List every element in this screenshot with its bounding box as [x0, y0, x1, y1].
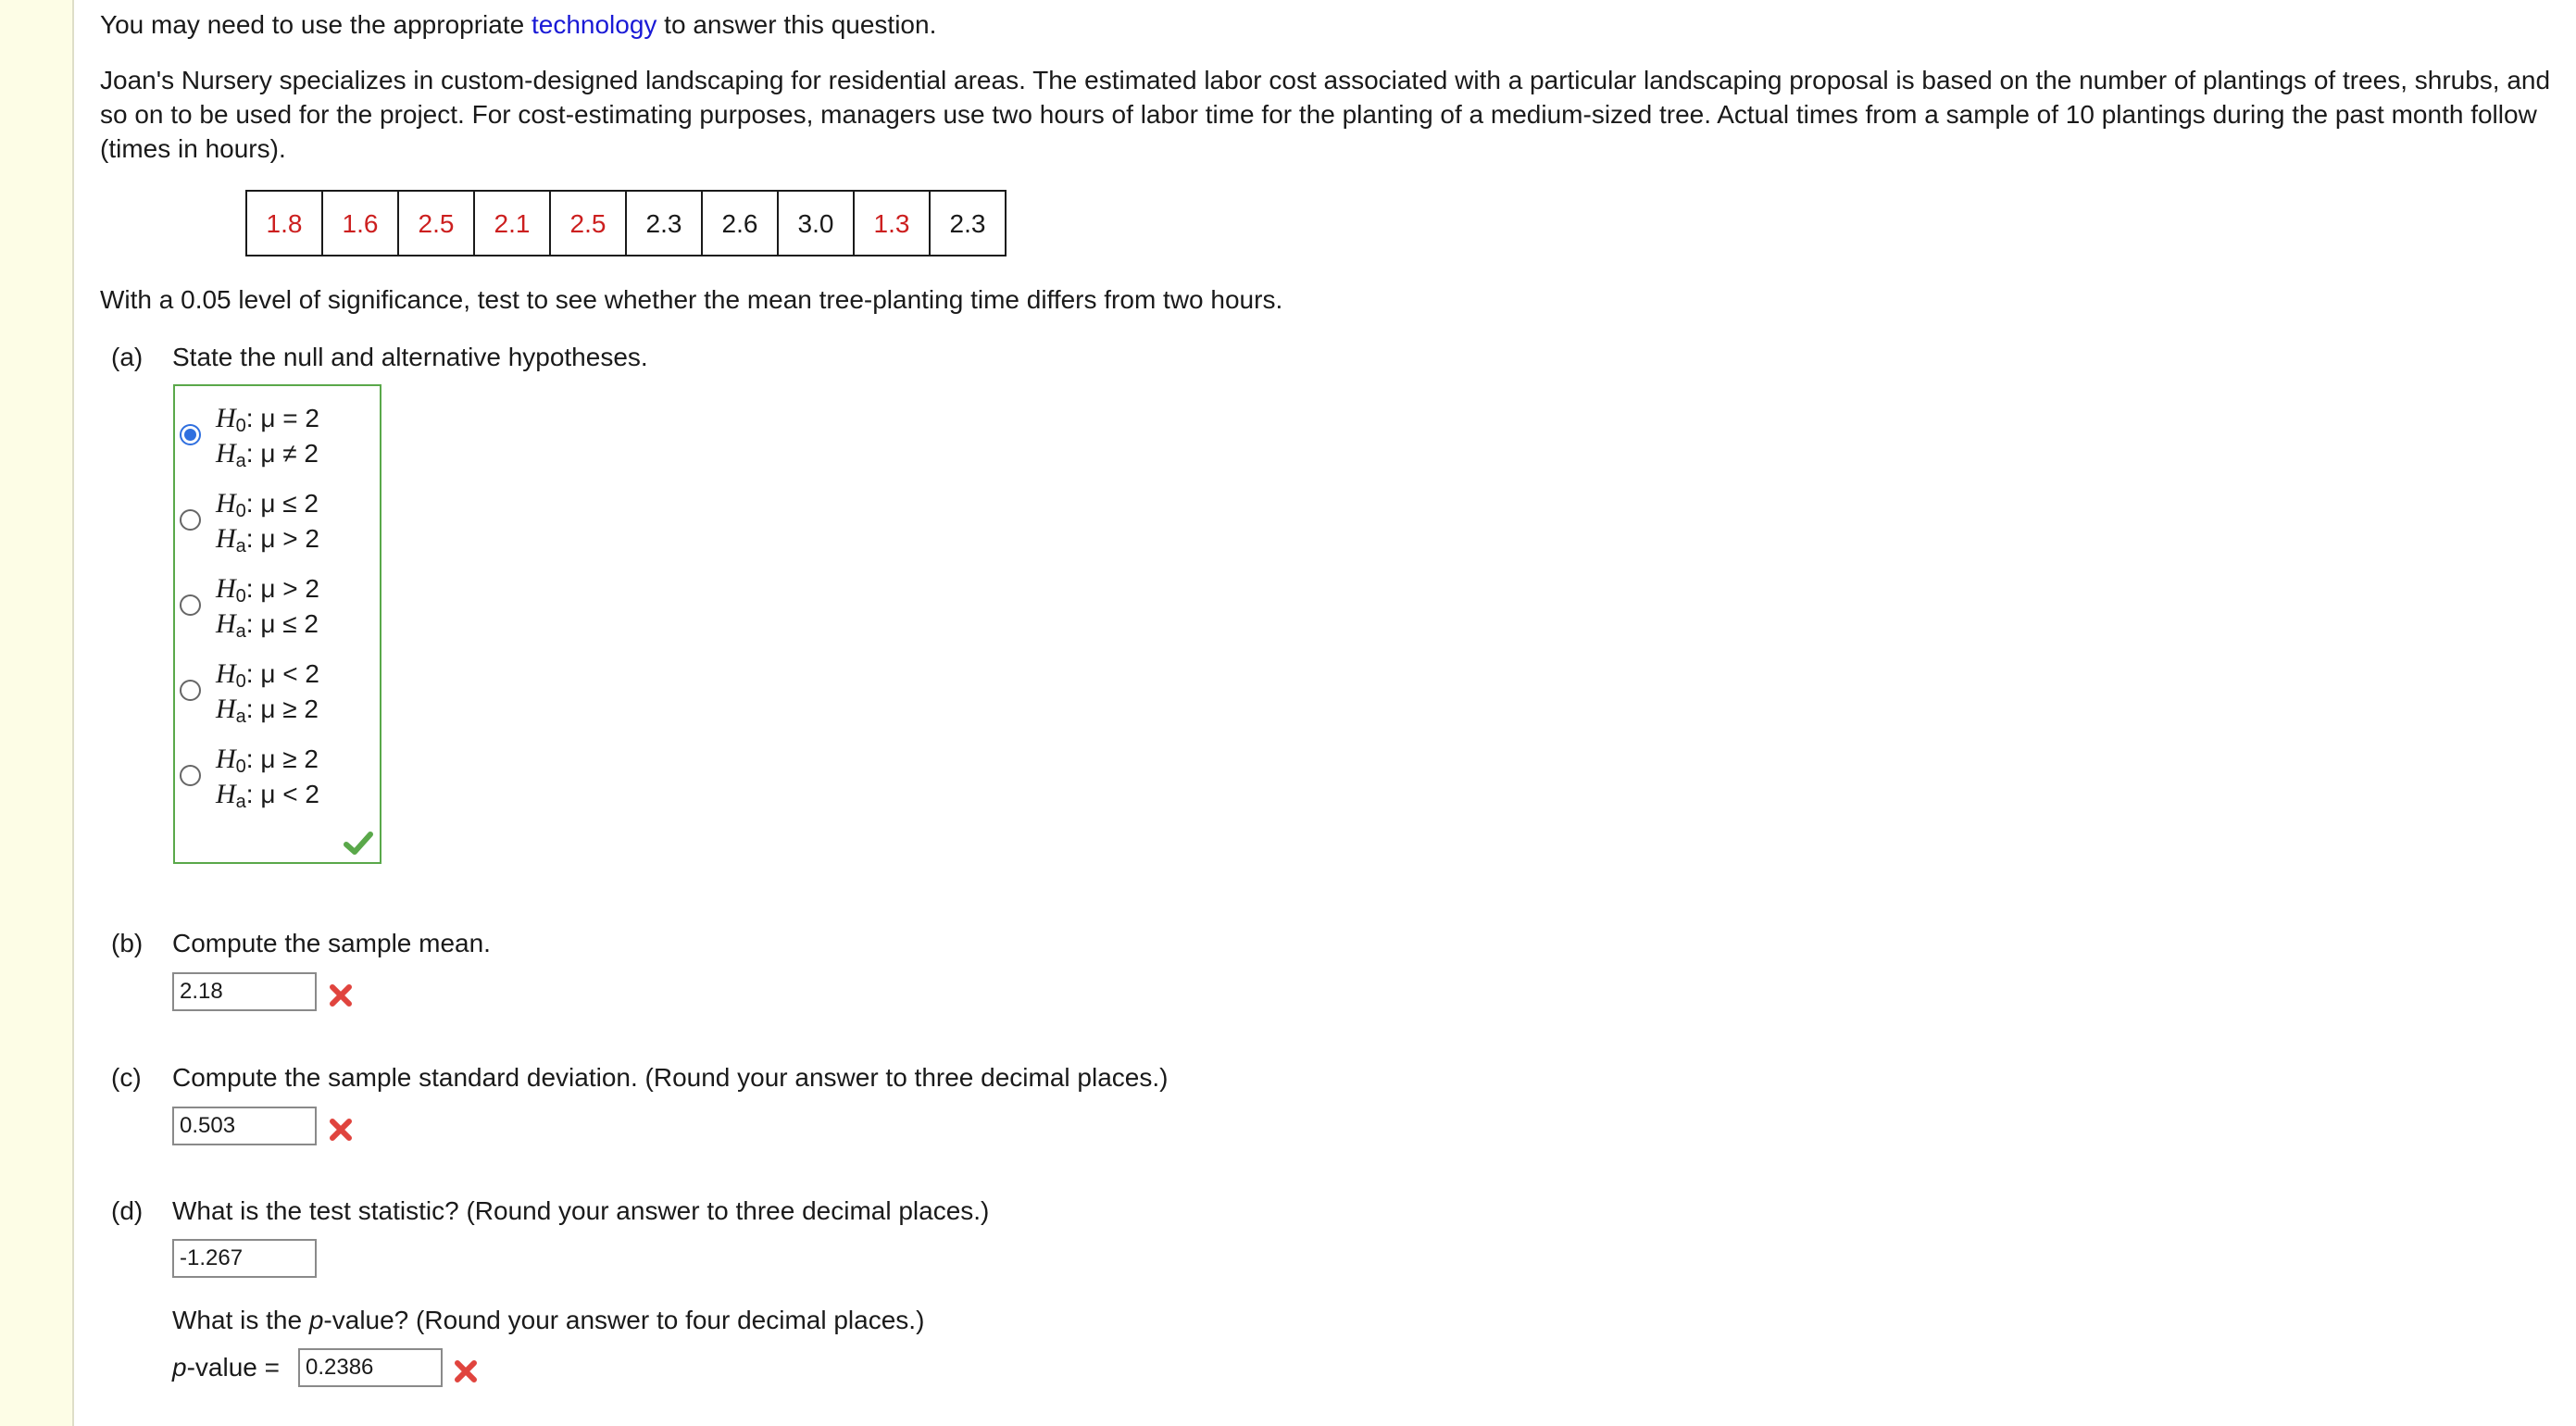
technology-link[interactable]: technology	[531, 10, 657, 39]
radio-choice-1[interactable]	[180, 424, 201, 445]
choice-2-ha: $H_a$: μ > 2	[216, 523, 319, 557]
incorrect-icon	[327, 982, 355, 1009]
data-cell: 1.3	[854, 191, 930, 256]
radio-choice-2[interactable]	[180, 509, 201, 531]
data-cell: 2.3	[930, 191, 1006, 256]
data-table	[245, 190, 1007, 256]
data-cell: 1.8	[246, 191, 322, 256]
choice-5[interactable]	[175, 734, 379, 812]
problem-text: Joan's Nursery specializes in custom-designed landscaping for residential areas. The estimated labor cost associated with a particular landscaping proposal is based on the number of plantings of trees, shrubs, and so on to be used for the project. For cost-estimating purposes, managers use two hours of labor time for the planting of a medium-sized tree. Actual times from a sample of 10 plantings during the past month follow (times in hours).	[100, 66, 2551, 163]
pvalue-input[interactable]	[298, 1348, 443, 1387]
check-icon	[342, 826, 375, 859]
left-margin-strip	[0, 0, 74, 1426]
radio-choice-3[interactable]	[180, 594, 201, 616]
part-a-text: State the null and alternative hypotheses.	[172, 343, 648, 371]
significance-text: With a 0.05 level of significance, test to see whether the mean tree-planting time differs from two hours.	[100, 285, 1283, 314]
radio-choice-5[interactable]	[180, 765, 201, 786]
pvalue-question: What is the p-value? (Round your answer to four decimal places.)	[172, 1306, 925, 1334]
data-cell: 2.5	[550, 191, 626, 256]
choice-4[interactable]	[175, 649, 379, 727]
choice-1-ha: $H_a$: μ ≠ 2	[216, 438, 319, 471]
choice-4-ha: $H_a$: μ ≥ 2	[216, 694, 319, 727]
part-b-label: (b)	[111, 929, 144, 957]
part-d-label: (d)	[111, 1196, 144, 1225]
test-statistic-input[interactable]	[172, 1239, 317, 1278]
data-cell: 1.6	[322, 191, 398, 256]
incorrect-icon	[452, 1357, 480, 1385]
data-cell: 3.0	[778, 191, 854, 256]
choice-1[interactable]	[175, 394, 379, 471]
data-cell: 2.6	[702, 191, 778, 256]
data-cell: 2.1	[474, 191, 550, 256]
part-c-question	[111, 1060, 1168, 1095]
part-b-text: Compute the sample mean.	[172, 929, 491, 957]
data-row	[246, 191, 1006, 256]
choice-3-ha: $H_a$: μ ≤ 2	[216, 608, 319, 642]
hypotheses-choices	[173, 384, 381, 864]
sample-mean-input[interactable]	[172, 972, 317, 1011]
part-d-question	[111, 1194, 989, 1228]
data-cell: 2.5	[398, 191, 474, 256]
choice-5-ha: $H_a$: μ < 2	[216, 779, 319, 812]
part-c-label: (c)	[111, 1063, 142, 1092]
choice-3-h0: $H_0$: μ > 2	[216, 573, 319, 607]
part-d-text: What is the test statistic? (Round your answer to three decimal places.)	[172, 1196, 990, 1225]
part-c-text: Compute the sample standard deviation. (Round your answer to three decimal places.)	[172, 1063, 1169, 1092]
choice-2[interactable]	[175, 479, 379, 557]
choice-2-h0: $H_0$: μ ≤ 2	[216, 488, 319, 521]
sample-std-input[interactable]	[172, 1107, 317, 1145]
intro-text: You may need to use the appropriate technology to answer this question.	[100, 10, 937, 39]
radio-choice-4[interactable]	[180, 680, 201, 701]
choice-3[interactable]	[175, 564, 379, 642]
choice-5-h0: $H_0$: μ ≥ 2	[216, 744, 319, 777]
part-b-question	[111, 926, 491, 960]
pvalue-label: p-value =	[172, 1353, 280, 1382]
choice-1-h0: $H_0$: μ = 2	[216, 403, 319, 436]
part-a-question	[111, 340, 648, 374]
part-a-label: (a)	[111, 343, 144, 371]
choice-4-h0: $H_0$: μ < 2	[216, 658, 319, 692]
incorrect-icon	[327, 1116, 355, 1144]
data-cell: 2.3	[626, 191, 702, 256]
